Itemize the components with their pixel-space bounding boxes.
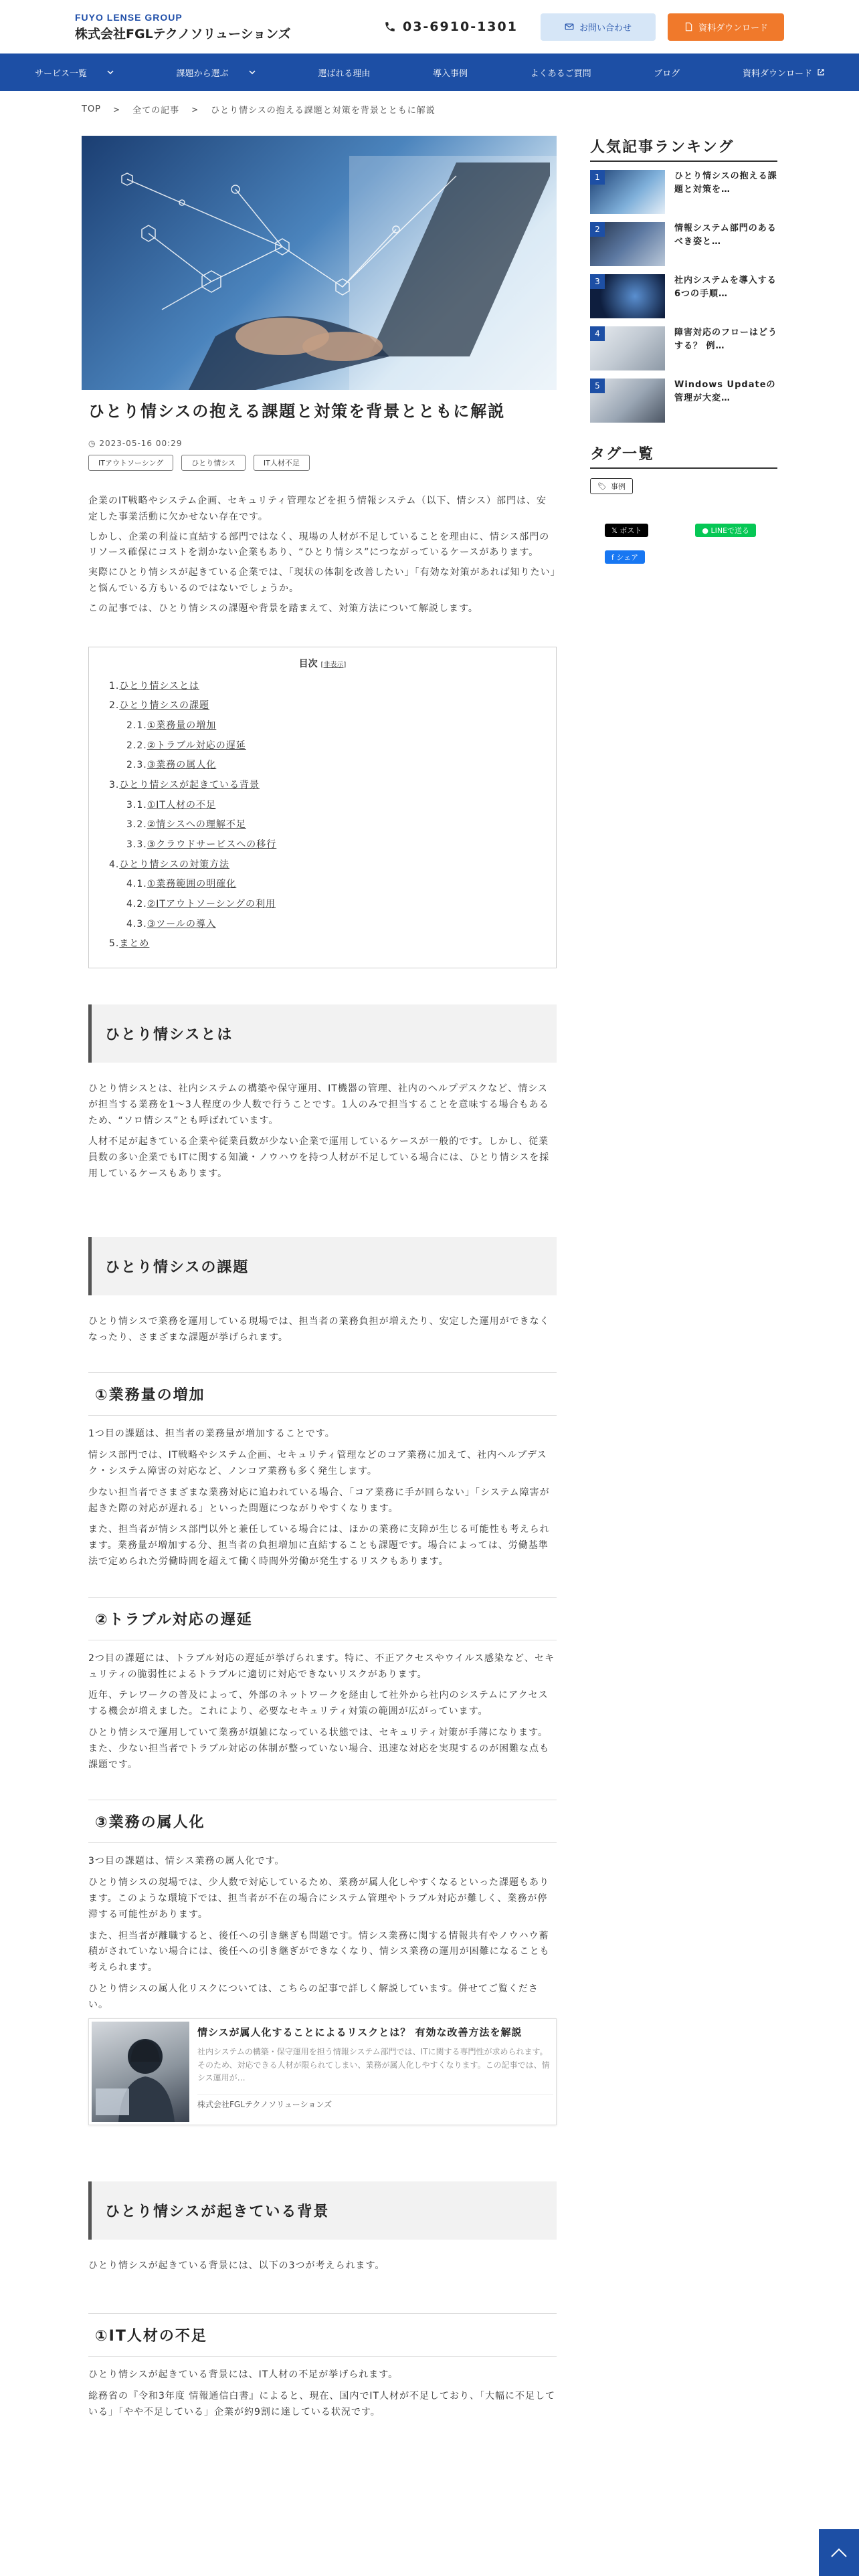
external-link-icon [818,69,824,76]
nav-item-reasons[interactable] [318,66,370,79]
toc-title: 目次 [298,658,318,669]
section-body [88,1651,557,1774]
nav-item-faq[interactable] [531,66,591,79]
tag-item[interactable]: IT人材不足 [254,455,310,471]
rank-number: 4 [590,326,605,341]
toc-item [109,756,536,776]
ranking-thumbnail [590,274,665,318]
company-name: 株式会社FGLテクノソリューションズ [75,26,291,41]
ranking-title: 人気記事ランキング [590,136,777,162]
ranking-title-text: 障害対応のフローはどうする？ 例… [674,328,777,351]
share-buttons [605,524,777,537]
paragraph: ひとり情シスとは、社内システムの構築や保守運用、IT機器の管理、社内のヘルプデスクなど、情シスが担当する業務を1〜3人程度の少人数で行うことです。1人のみで担当することを意味する場合もあるため、“ソロ情シス”とも呼ばれています。 [88,1083,549,1126]
share-x-button[interactable] [605,524,648,537]
sidebar-tag-label: 事例 [610,482,626,491]
contact-label: お問い合わせ [579,23,632,33]
section-body [88,1854,557,2013]
toc-link[interactable]: ②トラブル対応の遅延 [147,740,246,751]
ranking-thumbnail [590,379,665,423]
rank-number: 3 [590,274,605,289]
toc-item [109,915,536,935]
toc-link[interactable]: ③業務の属人化 [147,760,217,771]
nav-item-cases[interactable] [433,66,468,79]
toc-item [109,796,536,816]
article [82,136,557,2426]
toc-link[interactable]: ③ツールの導入 [147,918,216,930]
toc-item [109,776,536,796]
paragraph: ひとり情シスで運用していて業務が煩雑になっている状態では、セキュリティ対策が手薄になります。また、少ない担当者でトラブル対応の体制が整っていない場合、迅速な対応を実現するのが困難な点も課題です。 [88,1727,550,1770]
toc-item [109,815,536,835]
company-logo[interactable] [75,12,291,42]
tag-item[interactable]: ひとり情シス [181,455,246,471]
toc-item [109,855,536,875]
date-text: 2023-05-16 00:29 [99,439,183,448]
toc-item [109,895,536,915]
nav-item-issues[interactable] [177,66,256,79]
toc-item [109,677,536,697]
section-body [88,2367,557,2420]
toc-link[interactable]: ③クラウドサービスへの移行 [147,839,277,850]
chevron-right-icon: > [113,104,121,114]
ranking-item[interactable] [590,274,777,318]
toc-num: 3.2. [126,819,147,831]
toc-link[interactable]: ひとり情シスの課題 [119,700,209,712]
back-to-top-button[interactable] [819,2529,859,2576]
toc-num: 2.2. [126,740,147,751]
contact-button[interactable] [541,13,656,41]
toc-link[interactable]: ①業務範囲の明確化 [147,879,237,890]
tags-title: タグ一覧 [590,443,777,469]
share-line-button[interactable] [695,524,756,537]
related-article-card[interactable] [88,2018,557,2125]
section-body [88,2258,557,2274]
toc-link[interactable]: ひとり情シスとは [119,680,199,691]
toc-item [109,716,536,736]
chevron-down-icon [107,69,114,76]
toc-link[interactable]: ひとり情シスの対策方法 [119,859,229,870]
breadcrumb-top[interactable]: TOP [82,104,102,114]
nav-label: 課題から選ぶ [176,68,229,79]
toc-num: 2.1. [126,720,147,731]
toc-item [109,736,536,756]
toc-link[interactable]: まとめ [119,938,150,950]
nav-label: よくあるご質問 [530,68,591,79]
sidebar [590,136,777,2426]
toc-num: 4. [109,859,120,870]
nav-item-services[interactable] [35,66,114,79]
paragraph: また、担当者が離職すると、後任への引き継ぎも問題です。情シス業務に関する情報共有やノウハウ蓄積がされていない場合には、後任への引き継ぎができなくなり、情シス業務の運用が困難になることも考えられます。 [88,1930,550,1973]
article-tags [88,455,557,471]
share-line-label: LINEで送る [710,526,750,535]
toc-link[interactable]: ひとり情シスが起きている背景 [119,779,260,790]
toc-link[interactable]: ①業務量の増加 [147,720,217,731]
tag-icon: 🏷 [597,481,607,491]
mail-icon [565,22,574,31]
intro-paragraph: しかし、企業の利益に直結する部門ではなく、現場の人材が不足していることを理由に、情シス部門のリソース確保にコストを割かない企業もあり、“ひとり情シス”につながっているケースがあります。 [88,531,550,558]
chevron-right-icon: > [191,104,199,114]
intro-paragraph: この記事では、ひとり情シスの課題や背景を踏まえて、対策方法について解説します。 [88,603,478,614]
paragraph: 近年、テレワークの普及によって、外部のネットワークを経由して社外から社内のシステムにアクセスする機会が増えました。これにより、必要なセキュリティ対策の範囲が広がっています。 [88,1690,549,1717]
nav-label: 資料ダウンロード [742,68,812,79]
sidebar-tag[interactable] [590,478,633,494]
subsection-heading: ①業務量の増加 [88,1372,557,1416]
toc-item [109,835,536,855]
nav-label: サービス一覧 [35,68,88,79]
nav-label: ブログ [654,68,680,79]
phone-text: 03-6910-1301 [402,19,518,34]
ranking-title-text: ひとり情シスの抱える課題と対策を… [674,171,777,195]
toc-num: 1. [109,680,120,691]
toc-item [109,934,536,954]
ranking-thumbnail [590,326,665,370]
related-article-title: 情シスが属人化することによるリスクとは？ 有効な改善方法を解説 [197,2026,522,2039]
site-header [0,0,859,53]
table-of-contents [88,647,557,968]
share-x-label: ポスト [619,526,642,535]
section-body [88,1426,557,1570]
toc-num: 3.3. [126,839,147,850]
toc-num: 4.3. [126,918,147,930]
line-icon: ● [702,526,708,535]
related-article-thumbnail [92,2022,189,2122]
paragraph: ひとり情シスが起きている背景には、IT人材の不足が挙げられます。 [88,2369,399,2381]
share-facebook-button[interactable] [605,550,645,564]
download-label: 資料ダウンロード [698,23,768,33]
section-body [88,1081,557,1182]
section-heading: ひとり情シスが起きている背景 [88,2181,557,2240]
subsection-heading: ②トラブル対応の遅延 [88,1597,557,1640]
paragraph: ひとり情シスで業務を運用している現場では、担当者の業務負担が増えたり、安定した運用ができなくなったり、さまざまな課題が挙げられます。 [88,1315,550,1343]
nav-item-download[interactable] [743,66,824,79]
paragraph: 1つ目の課題は、担当者の業務量が増加することです。 [88,1428,335,1440]
toc-link[interactable]: ②情シスへの理解不足 [147,819,246,831]
nav-label: 導入事例 [432,68,468,79]
toc-num: 3.1. [126,799,147,811]
breadcrumb-current: ひとり情シスの抱える課題と対策を背景とともに解説 [211,106,436,116]
related-article-source: 株式会社FGLテクノソリューションズ [197,2094,553,2110]
toc-item [109,875,536,895]
section-heading: ひとり情シスの課題 [88,1237,557,1295]
ranking-item[interactable] [590,170,777,214]
ranking-title-text: 社内システムを導入する6つの手順… [674,276,777,299]
intro-paragraph: 企業のIT戦略やシステム企画、セキュリティ管理などを担う情報システム（以下、情シス）部門は、安定した事業活動に欠かせない存在です。 [88,496,547,522]
toc-toggle[interactable]: [非表示] [320,661,347,669]
paragraph: 少ない担当者でさまざまな業務対応に追われている場合、「コア業務に手が回らない」「システム障害が起きた際の対応が遅れる」といった問題につながりやすくなります。 [88,1487,550,1514]
toc-item [109,696,536,716]
related-article-desc: 社内システムの構築・保守運用を担う情報システム部門では、ITに関する専門性が求められます。そのため、対応できる人材が限られてしまい、業務が属人化しやすくなります。この記事では、情シス運用が… [197,2047,550,2082]
x-icon: 𝕏 [611,526,617,535]
paragraph: ひとり情シスの属人化リスクについては、こちらの記事で詳しく解説しています。併せてご覧ください。 [88,1983,539,2010]
toc-num: 2.3. [126,760,147,771]
article-date [88,439,557,448]
ranking-item[interactable] [590,379,777,423]
facebook-icon: f [611,553,614,562]
toc-num: 3. [109,779,120,790]
toc-num: 2. [109,700,120,712]
download-button[interactable] [668,13,784,41]
clock-icon: ◷ [88,439,96,448]
intro-paragraph: 実際にひとり情シスが起きている企業では、「現状の体制を改善したい」「有効な対策があれば知りたい」と悩んでいる方もいるのではないでしょうか。 [88,567,556,594]
ranking-item[interactable] [590,222,777,266]
group-logo-text: FUYO LENSE GROUP [75,11,183,23]
section-body [88,1314,557,1346]
paragraph: 総務省の『令和3年度 情報通信白書』によると、現在、国内でIT人材が不足しており、「大幅に不足している」「やや不足している」企業が約9割に達している状況です。 [88,2391,556,2418]
paragraph: 情シス部門では、IT戦略やシステム企画、セキュリティ管理などのコア業務に加えて、社内ヘルプデスク・システム障害の対応など、ノンコア業務も多く発生します。 [88,1450,547,1477]
ranking-item[interactable] [590,326,777,370]
share-fb-label: シェア [616,553,639,562]
section-heading: ひとり情シスとは [88,1004,557,1063]
paragraph: 2つ目の課題には、トラブル対応の遅延が挙げられます。特に、不正アクセスやウイルス感染など、セキュリティの脆弱性によるトラブルに適切に対応できないリスクがあります。 [88,1652,555,1680]
ranking-thumbnail [590,222,665,266]
global-nav [0,53,859,91]
breadcrumb [0,91,859,116]
chevron-up-icon [830,2547,848,2558]
phone-number[interactable] [384,19,518,34]
subsection-heading: ③業務の属人化 [88,1800,557,1843]
paragraph: 人材不足が起きている企業や従業員数が少ない企業で運用しているケースが一般的です。しかし、従業員数の多い企業でもITに関する知識・ノウハウを持つ人材が不足している場合には、ひとり情シスを採用しているケースもあります。 [88,1136,550,1179]
chevron-down-icon [249,69,256,76]
hero-image [82,136,557,390]
nav-label: 選ばれる理由 [318,68,371,79]
ranking-title-text: Windows Updateの管理が大変… [674,380,776,403]
toc-link[interactable]: ②ITアウトソーシングの利用 [147,898,276,909]
paragraph: ひとり情シスの現場では、少人数で対応しているため、業務が属人化しやすくなるといった課題もあります。このような環境下では、担当者が不在の場合にシステム管理やトラブル対応が難しく、業務が停滞する可能性があります。 [88,1877,550,1920]
toc-header [109,657,536,670]
ranking-title-text: 情報システム部門のあるべき姿と… [674,223,777,247]
rank-number: 2 [590,222,605,237]
phone-icon [384,21,396,33]
paragraph: 3つ目の課題は、情シス業務の属人化です。 [88,1856,285,1867]
toc-link[interactable]: ①IT人材の不足 [147,799,216,811]
toc-num: 5. [109,938,120,950]
article-intro [88,494,557,617]
rank-number: 5 [590,379,605,393]
toc-num: 4.1. [126,879,147,890]
subsection-heading: ①IT人材の不足 [88,2313,557,2357]
toc-num: 4.2. [126,898,147,909]
related-article-content [197,2022,553,2122]
article-title: ひとり情シスの抱える課題と対策を背景とともに解説 [88,402,506,421]
document-icon [684,22,693,31]
ranking-thumbnail [590,170,665,214]
paragraph: ひとり情シスが起きている背景には、以下の3つが考えられます。 [88,2260,385,2272]
paragraph: また、担当者が情シス部門以外と兼任している場合には、ほかの業務に支障が生じる可能性も考えられます。業務量が増加する分、担当者の負担増加に直結することも課題です。場合によっては、労働基準法で定められた労働時間を超えて働く時間外労働が発生するリスクもあります。 [88,1524,550,1567]
nav-item-blog[interactable] [654,66,680,79]
tag-item[interactable]: ITアウトソーシング [88,455,173,471]
breadcrumb-all[interactable]: 全ての記事 [132,106,180,116]
rank-number: 1 [590,170,605,185]
